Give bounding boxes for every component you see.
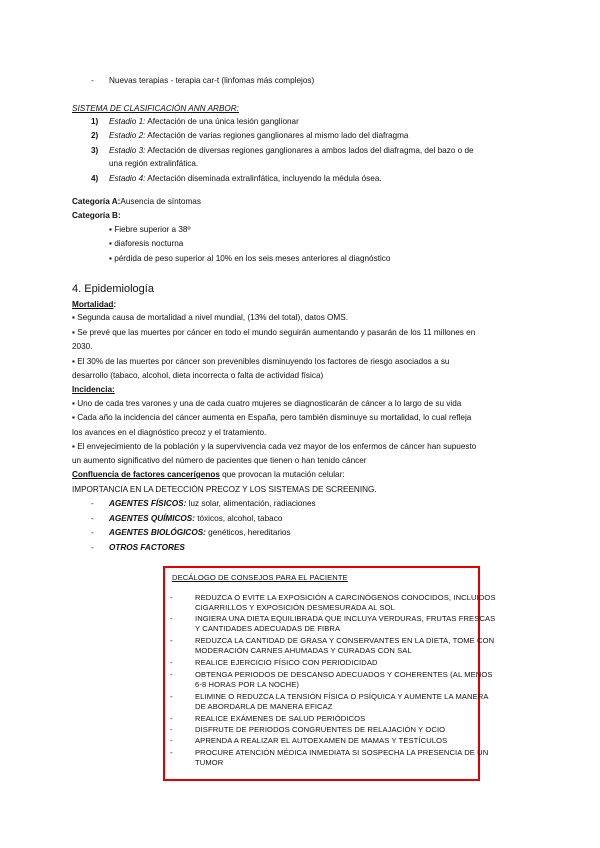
stage-item <box>109 130 409 141</box>
stage-text: Afectación de una única lesión ganglionar <box>147 117 299 126</box>
decalogo-line: 6-8 HORAS POR LA NOCHE) <box>195 680 299 689</box>
incidencia-line: ▪ Cada año la incidencia del cáncer aumenta en España, pero también disminuye su mortalidad, lo cual refleja <box>72 413 472 422</box>
category-b-item: ▪ diaforesis nocturna <box>109 239 184 248</box>
incidencia-heading: Incidencia: <box>72 385 115 394</box>
importancia-line: IMPORTANCIA EN LA DETECCIÓN PRECOZ Y LOS SISTEMAS DE SCREENING. <box>72 485 377 494</box>
dash-bullet: - <box>170 614 173 623</box>
dash-bullet: - <box>170 692 173 701</box>
agent-item: AGENTES BIOLÓGICOS: genéticos, hereditarios <box>109 528 291 537</box>
decalogo-line: CIGARRILLOS Y EXPOSICIÓN DESMESURADA AL SOL <box>195 603 395 612</box>
stage-text-continuation: una región extralinfática. <box>109 159 199 168</box>
dash-bullet: - <box>170 658 173 667</box>
dash-bullet: - <box>170 748 173 757</box>
category-a-label: Categoría A: <box>72 197 121 206</box>
decalogo-box <box>163 566 496 781</box>
mortalidad-heading: Mortalidad: <box>72 300 117 309</box>
section-heading: 4. Epidemiología <box>72 283 154 295</box>
category-b-label: Categoría B: <box>72 211 121 220</box>
dash-bullet: - <box>170 714 173 723</box>
stage-text: Afectación de varias regiones ganglionares al mismo lado del diafragma <box>147 131 409 140</box>
stage-label: Estadio 3: <box>109 146 146 155</box>
decalogo-line: DISFRUTE DE PERIODOS CONGRUENTES DE RELAJACIÓN Y OCIO <box>195 725 446 734</box>
stage-text: Afectación diseminada extralinfática, incluyendo la médula ósea. <box>147 174 382 183</box>
decalogo-line: INGIERA UNA DIETA EQUILIBRADA QUE INCLUYA VERDURAS, FRUTAS FRESCAS <box>195 614 496 623</box>
decalogo-line: DE ABORDARLA DE MANERA EFICAZ <box>195 702 333 711</box>
decalogo-line: MODERACIÓN CARNES AHUMADAS Y CURADAS CON SAL <box>195 646 412 655</box>
stage-item <box>109 173 382 184</box>
decalogo-line: REALICE EJERCICIO FÍSICO CON PERIODICIDAD <box>195 658 378 667</box>
dash-bullet: - <box>91 543 94 552</box>
stage-number: 2) <box>91 131 99 140</box>
stage-number: 4) <box>91 174 99 183</box>
decalogo-line: Y CANTIDADES ADECUADAS DE FIBRA <box>195 624 341 633</box>
agent-item: OTROS FACTORES <box>109 543 185 552</box>
dash-bullet: - <box>170 593 173 602</box>
decalogo-line: ELIMINE O REDUZCA LA TENSIÓN FÍSICA O PSÍQUICA Y AUMENTE LA MANERA <box>195 692 489 701</box>
incidencia-line: los avances en el diagnóstico precoz y el tratamiento. <box>72 428 267 437</box>
category-b-item: ▪ pérdida de peso superior al 10% en los seis meses anteriores al diagnóstico <box>109 254 391 263</box>
incidencia-line: un aumento significativo del número de pacientes que tienen o han tenido cáncer <box>72 456 367 465</box>
dash-bullet: - <box>170 725 173 734</box>
agent-item: AGENTES QUÍMICOS: tóxicos, alcohol, tabaco <box>109 514 283 523</box>
stage-label: Estadio 1: <box>109 117 146 126</box>
dash-bullet: - <box>91 499 94 508</box>
stage-label: Estadio 2: <box>109 131 146 140</box>
decalogo-line: REDUZCA LA CANTIDAD DE GRASA Y CONSERVANTES EN LA DIETA, TOME CON <box>195 636 495 645</box>
dash-bullet: - <box>91 514 94 523</box>
mortalidad-line: ▪ El 30% de las muertes por cáncer son prevenibles disminuyendo los factores de riesgo asociados a su <box>72 357 450 366</box>
dash-bullet: - <box>170 736 173 745</box>
mortalidad-line: desarrollo (tabaco, alcohol, dieta incorrecta o falta de actividad física) <box>72 371 324 380</box>
mortalidad-line: ▪ Segunda causa de mortalidad a nivel mundial, (13% del total), datos OMS. <box>72 313 348 322</box>
decalogo-line: APRENDA A REALIZAR EL AUTOEXAMEN DE MAMAS Y TESTÍCULOS <box>195 736 448 745</box>
top-item: Nuevas terapias - terapia car-t (linfomas más complejos) <box>109 76 315 85</box>
stage-number: 1) <box>91 117 99 126</box>
mortalidad-line: 2030. <box>72 342 93 351</box>
category-a-text: Ausencia de síntomas <box>120 197 201 206</box>
dash-bullet: - <box>170 636 173 645</box>
ann-arbor-title: SISTEMA DE CLASIFICACIÓN ANN ARBOR: <box>72 104 239 113</box>
confluencia-line: Confluencia de factores cancerígenos que provocan la mutación celular: <box>72 470 345 479</box>
dash-bullet: - <box>91 76 94 85</box>
decalogo-line: REDUZCA O EVITE LA EXPOSICIÓN A CARCINÓGENOS CONOCIDOS, INCLUIDOS <box>195 593 496 602</box>
incidencia-line: ▪ El envejecimiento de la población y la supervivencia cada vez mayor de los enfermos de cáncer han supuesto <box>72 442 477 451</box>
agent-item: AGENTES FÍSICOS: luz solar, alimentación, radiaciones <box>109 499 316 508</box>
stage-number: 3) <box>91 146 99 155</box>
decalogo-line: OBTENGA PERIODOS DE DESCANSO ADECUADOS Y COHERENTES (AL MENOS <box>195 670 493 679</box>
dash-bullet: - <box>170 670 173 679</box>
category-a <box>72 196 201 207</box>
decalogo-title: DECÁLOGO DE CONSEJOS PARA EL PACIENTE <box>172 573 348 582</box>
stage-label: Estadio 4: <box>109 174 146 183</box>
stage-item <box>109 116 299 127</box>
decalogo-line: PROCURE ATENCIÓN MÉDICA INMEDIATA SI SOSPECHA LA PRESENCIA DE UN <box>195 748 489 757</box>
stage-item <box>109 145 474 156</box>
mortalidad-line: ▪ Se prevé que las muertes por cáncer en todo el mundo seguirán aumentando y pasarán de los 11 millones en <box>72 328 476 337</box>
stage-text: Afectación de diversas regiones ganglionares a ambos lados del diafragma, del bazo o de <box>147 146 474 155</box>
incidencia-line: ▪ Uno de cada tres varones y una de cada cuatro mujeres se diagnosticarán de cáncer a lo largo de su vida <box>72 399 462 408</box>
category-b-item: ▪ Fiebre superior a 38º <box>109 225 191 234</box>
decalogo-line: REALICE EXÁMENES DE SALUD PERIÓDICOS <box>195 714 366 723</box>
dash-bullet: - <box>91 528 94 537</box>
decalogo-line: TUMOR <box>195 758 224 767</box>
